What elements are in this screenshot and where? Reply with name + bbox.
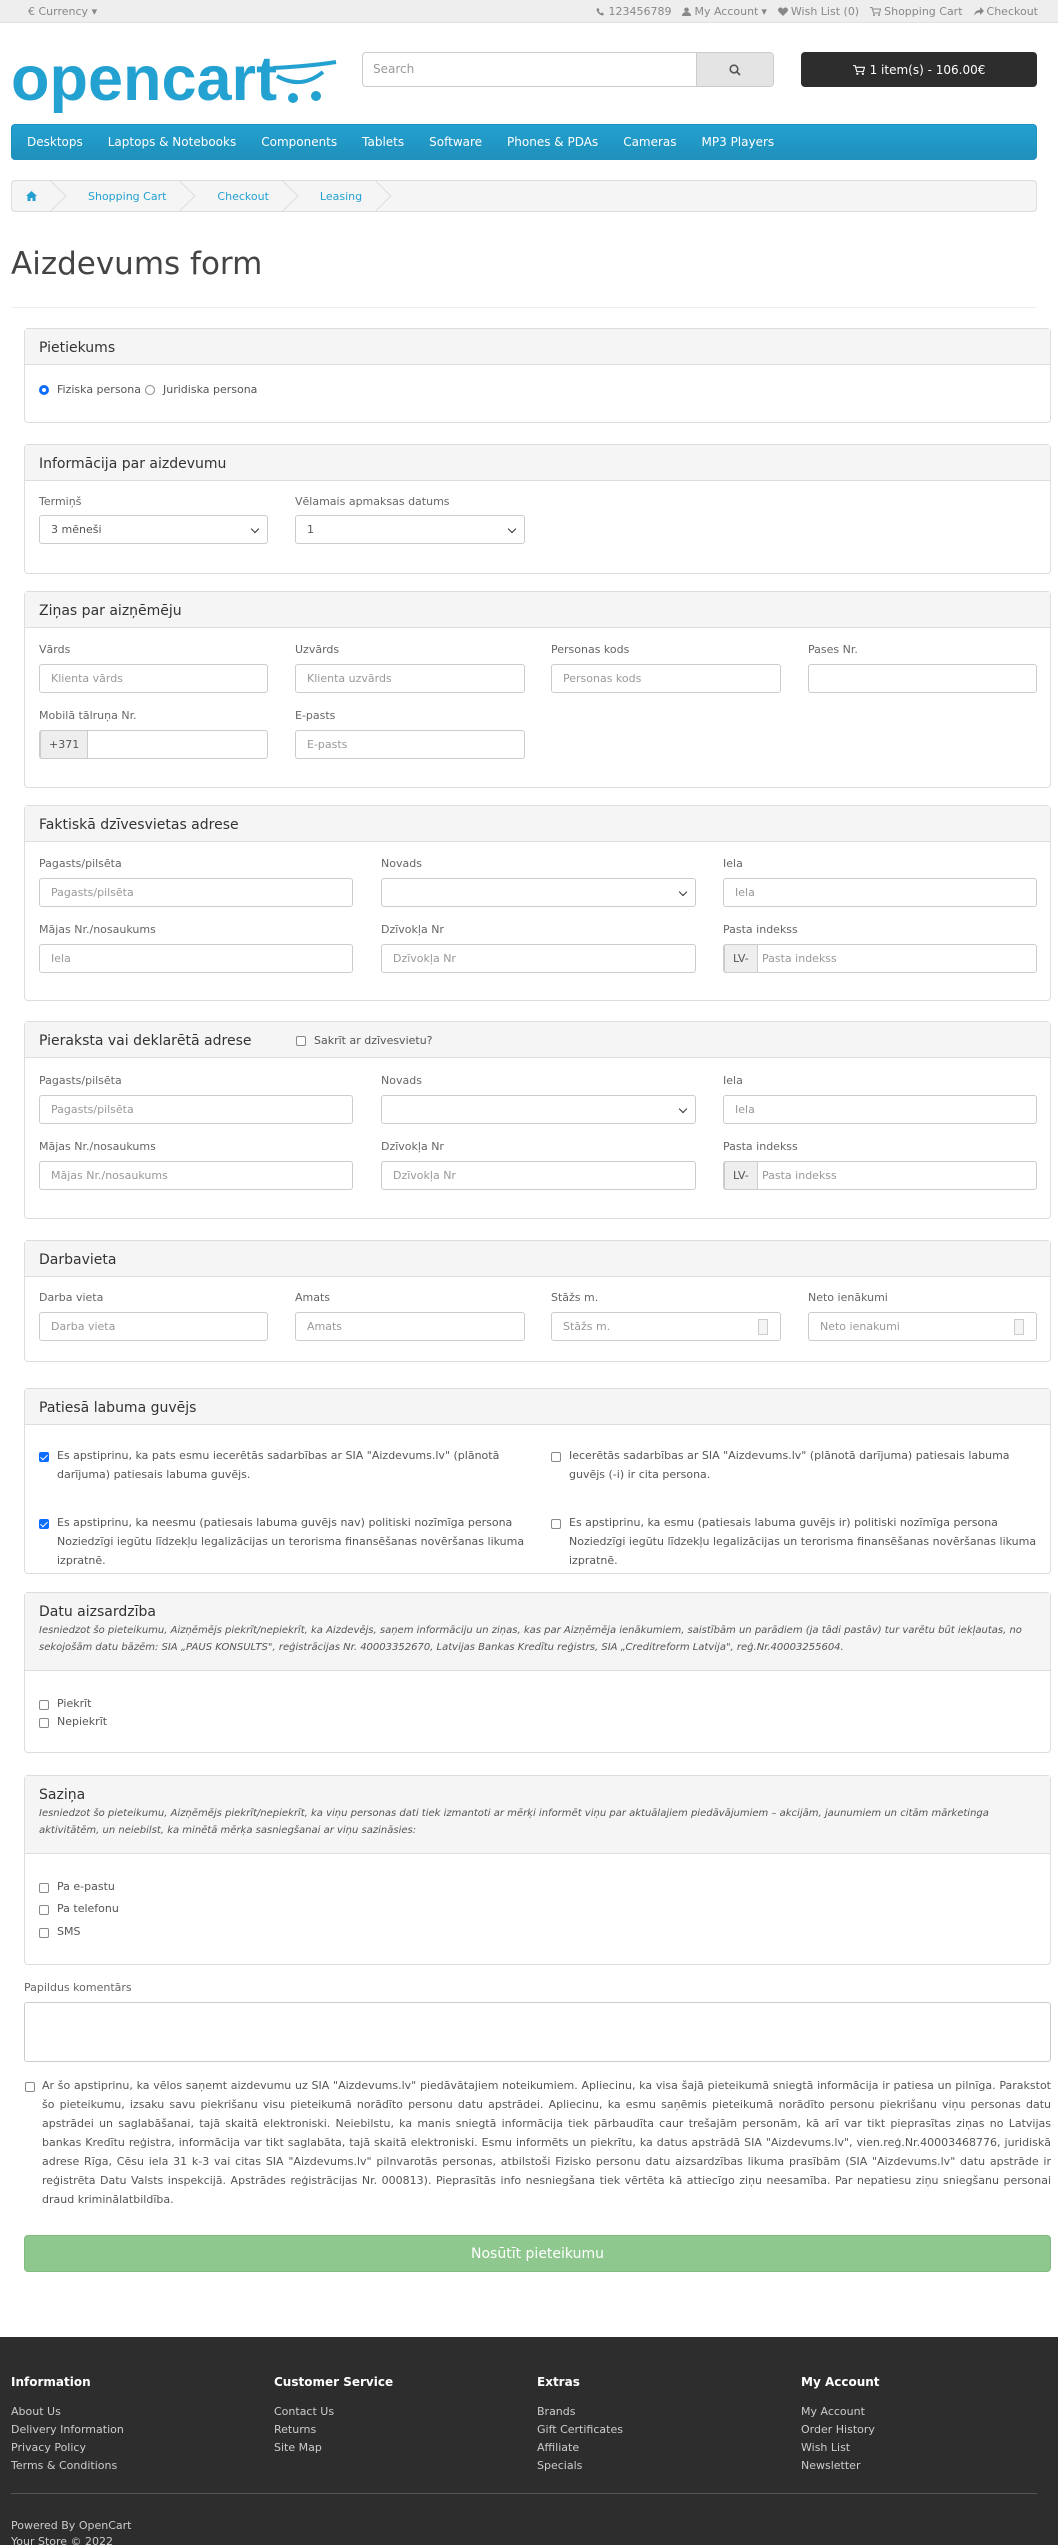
- comments-textarea[interactable]: [24, 2002, 1051, 2062]
- breadcrumb-home[interactable]: [12, 181, 56, 211]
- menu-item[interactable]: MP3 Players: [701, 135, 775, 149]
- footer-heading: Customer Service: [274, 2375, 394, 2389]
- panel-title: Ziņas par aizņēmēju: [25, 592, 1050, 628]
- my-account-link[interactable]: My Account ▾: [682, 5, 766, 18]
- panel-title: Patiesā labuma guvējs: [25, 1389, 1050, 1425]
- contact-phone-checkbox[interactable]: [39, 1905, 49, 1915]
- cart-icon: [870, 7, 881, 16]
- field-label: Vārds: [39, 643, 71, 656]
- home-icon: [26, 191, 37, 201]
- radio-label: Juridiska persona: [163, 383, 258, 396]
- panel-description: Iesniedzot šo pieteikumu, Aizņēmējs piekrīt/nepiekrīt, ka viņu personas dati tiek izmantoti ar mērķi informēt viņu par aktuālajiem piedāvājumiem – akcijām, jaunumiem un citām mārketinga aktivitātēm, un neiebilst, ka minētā mērķa sasniegšanai ar viņu sazināsies:: [39, 1808, 989, 1836]
- checkbox-label: Es apstiprinu, ka neesmu (patiesais labuma guvējs nav) politiski nozīmīga persona Noziedzīgi iegūtu līdzekļu legalizācijas un terorisma finansēšanas novēršanas likuma izpratnē.: [57, 1516, 525, 1567]
- field-label: Neto ienākumi: [808, 1291, 888, 1304]
- footer-divider: [11, 2493, 1037, 2494]
- panel-title: Darbavieta: [25, 1241, 1050, 1277]
- terms-consent-checkbox[interactable]: [25, 2082, 35, 2092]
- panel-title: Saziņa: [39, 1787, 86, 1803]
- cart-icon: [853, 65, 865, 75]
- currency-dropdown[interactable]: € Currency ▾: [28, 5, 98, 18]
- footer-link[interactable]: Affiliate: [537, 2441, 580, 2454]
- contact-consent-panel: [24, 1775, 1051, 1965]
- experience-input[interactable]: [551, 1312, 781, 1341]
- panel-title-text: Pieraksta vai deklarētā adrese: [39, 1033, 252, 1049]
- logo-cart-icon: [273, 62, 336, 103]
- footer-link[interactable]: Wish List: [801, 2441, 851, 2454]
- footer-heading: Extras: [537, 2375, 580, 2389]
- consent-disagree-checkbox[interactable]: [39, 1718, 49, 1728]
- placeholder: Neto ienakumi: [820, 1320, 900, 1333]
- applicant-type-panel: [24, 328, 1051, 423]
- footer-link[interactable]: Order History: [801, 2423, 875, 2436]
- passport-input[interactable]: [808, 664, 1037, 693]
- field-label: E-pasts: [295, 709, 336, 722]
- same-address-checkbox[interactable]: [296, 1036, 306, 1046]
- field-label: Mājas Nr./nosaukums: [39, 923, 156, 936]
- zip-prefix: LV-: [724, 944, 758, 973]
- footer: [0, 2337, 1058, 2545]
- number-spinner[interactable]: [758, 1319, 768, 1335]
- consent-agree-checkbox[interactable]: [39, 1700, 49, 1710]
- field-label: Vēlamais apmaksas datums: [295, 495, 450, 508]
- checkbox-label: Nepiekrīt: [57, 1715, 108, 1728]
- submit-button[interactable]: Nosūtīt pieteikumu: [24, 2235, 1051, 2272]
- breadcrumb-item[interactable]: Checkout: [185, 181, 287, 211]
- wishlist-link[interactable]: Wish List (0): [778, 5, 859, 18]
- residence-address-panel: [24, 805, 1051, 1001]
- beneficial-other-checkbox[interactable]: [551, 1452, 561, 1462]
- divider: [11, 307, 1037, 308]
- breadcrumb: [11, 180, 1037, 212]
- personal-code-input[interactable]: Personas kods: [551, 664, 781, 693]
- footer-link[interactable]: Site Map: [274, 2441, 322, 2454]
- loan-info-panel: [24, 444, 1051, 574]
- field-label: Mājas Nr./nosaukums: [39, 1140, 156, 1153]
- street-input[interactable]: Iela: [723, 878, 1037, 907]
- breadcrumb-item[interactable]: Shopping Cart: [56, 181, 185, 211]
- comments-label: Papildus komentārs: [24, 1981, 132, 1994]
- search-input[interactable]: Search: [373, 62, 415, 76]
- field-label: Stāžs m.: [551, 1291, 599, 1304]
- house-input[interactable]: Mājas Nr./nosaukums: [39, 1161, 353, 1190]
- email-input[interactable]: E-pasts: [295, 730, 525, 759]
- footer-link[interactable]: Privacy Policy: [11, 2441, 86, 2454]
- field-label: Pagasts/pilsēta: [39, 857, 122, 870]
- checkbox-label: Pa e-pastu: [57, 1880, 115, 1893]
- footer-link[interactable]: About Us: [11, 2405, 61, 2418]
- data-protection-panel: [24, 1592, 1051, 1753]
- phone-input[interactable]: [39, 730, 268, 759]
- workplace-panel: [24, 1240, 1051, 1362]
- menu-item[interactable]: Laptops & Notebooks: [107, 135, 237, 149]
- field-label: Pagasts/pilsēta: [39, 1074, 122, 1087]
- page-title: Aizdevums form: [11, 246, 263, 282]
- caret-down-icon: ▾: [761, 5, 767, 18]
- zip-input[interactable]: [723, 1161, 1037, 1190]
- panel-header: [25, 1776, 1050, 1854]
- checkbox-label: Iecerētās sadarbības ar SIA "Aizdevums.lv" (plānotā darījuma) patiesais labuma guvējs (-i) ir cita persona.: [569, 1449, 1010, 1481]
- menu-item[interactable]: Phones & PDAs: [507, 135, 599, 149]
- menu-item[interactable]: Cameras: [623, 135, 677, 149]
- terms-consent-text: Ar šo apstiprinu, ka vēlos saņemt aizdevumu uz SIA "Aizdevums.lv" piedāvātajiem noteikumiem. Apliecinu, ka visa šajā pieteikumā sniegtā informācija ir patiesa un pilnīga. Parakstot šo pieteikumu, izsaku savu piekrišanu visu pieteikumā norādīto personu datu apstrādei. Apliecinu, ka esmu saņēmis pieteikumā norādīto personu piekrišanu viņu personas datu apstrādei un saglabāšanai, tajā skaitā elektroniski. Neiebilstu, ka manis sniegtā informācija tiek pārbaudīta caur trešajām personām, kā arī var tikt pieprasītas ziņas no Latvijas bankas Kredītu reģistra, informācija var tikt saglabāta, tajā skaitā elektroniski. Esmu informēts un piekrītu, ka datus apstrādā SIA "Aizdevums.lv", vien.reģ.Nr.40003468776, juridiskā adrese Rīga, Cēsu iela 31 k-3 vai citas SIA "Aizdevums.lv" pilnvarotās personas, atbilstoši Fizisko personu datu aizsardzības likuma prasībām (SIA "Aizdevums.lv" datu apstrāde ir reģistrēta Datu Valsts inspekcijā. Apstrādes reģistrācijas Nr. 000813). Pieprasītās info nesniegšana tiek vērtēta kā attiecīgo ziņu neesamība. Par nepatiesu ziņu sniegšanu personai draud kriminālatbildība.: [42, 2079, 1051, 2206]
- term-select[interactable]: 3 mēneši: [39, 515, 268, 544]
- phone-prefix: +371: [40, 730, 88, 759]
- zip-prefix: LV-: [724, 1161, 758, 1190]
- field-label: Personas kods: [551, 643, 630, 656]
- pep-checkbox[interactable]: [551, 1519, 561, 1529]
- beneficial-owner-panel: [24, 1388, 1051, 1574]
- panel-description: Iesniedzot šo pieteikumu, Aizņēmējs piekrīt/nepiekrīt, ka Aizdevējs, saņem informāciju un ziņas, kas par Aizņēmēja ienākumiem, saistībām un parādiem (ja tādi pastāv) tur varētu būt iekļautas, no sekojošām datu bāzēm: SIA „PAUS KONSULTS", reģistrācijas Nr. 40003352670, Latvijas Bankas Kredītu reģistrs, SIA „Creditreform Latvija", reģ.Nr.40003255604.: [39, 1625, 1022, 1653]
- footer-link[interactable]: Delivery Information: [11, 2423, 124, 2436]
- panel-title: Faktiskā dzīvesvietas adrese: [25, 806, 1050, 842]
- shopping-cart-link[interactable]: Shopping Cart: [870, 5, 962, 18]
- field-label: Pasta indekss: [723, 923, 798, 936]
- house-input[interactable]: Iela: [39, 944, 353, 973]
- menu-item[interactable]: Tablets: [362, 135, 405, 149]
- panel-title: [25, 1022, 1050, 1058]
- menu-item[interactable]: Software: [429, 135, 483, 149]
- registered-address-panel: [24, 1021, 1051, 1219]
- city-input[interactable]: Pagasts/pilsēta: [39, 878, 353, 907]
- field-label: Iela: [723, 1074, 743, 1087]
- first-name-input[interactable]: Klienta vārds: [39, 664, 268, 693]
- footer-link[interactable]: Returns: [274, 2423, 317, 2436]
- checkbox-label: Sakrīt ar dzīvesvietu?: [314, 1034, 433, 1047]
- field-label: Pasta indekss: [723, 1140, 798, 1153]
- county-select[interactable]: [381, 1095, 696, 1124]
- field-label: Novads: [381, 1074, 422, 1087]
- city-input[interactable]: Pagasts/pilsēta: [39, 1095, 353, 1124]
- heart-icon: [778, 7, 788, 16]
- panel-header: [25, 1593, 1050, 1671]
- contact-email-checkbox[interactable]: [39, 1883, 49, 1893]
- field-label: Dzīvokļa Nr: [381, 1140, 444, 1153]
- last-name-input[interactable]: Klienta uzvārds: [295, 664, 525, 693]
- checkbox-label: Es apstiprinu, ka pats esmu iecerētās sadarbības ar SIA "Aizdevums.lv" (plānotā darījuma) patiesais labuma guvējs.: [57, 1449, 500, 1481]
- zip-placeholder: Pasta indekss: [762, 1169, 837, 1182]
- checkbox-label: Es apstiprinu, ka esmu (patiesais labuma guvējs ir) politiski nozīmīga persona Noziedzīgi iegūtu līdzekļu legalizācijas un terorisma finansēšanas novēršanas likuma izpratnē.: [569, 1516, 1037, 1567]
- search-icon: [729, 64, 741, 76]
- phone-link[interactable]: 123456789: [596, 5, 671, 18]
- radio-individual[interactable]: [39, 385, 49, 395]
- flat-input[interactable]: Dzīvokļa Nr: [381, 944, 696, 973]
- field-label: Darba vieta: [39, 1291, 104, 1304]
- search-box: [362, 52, 774, 87]
- zip-placeholder: Pasta indekss: [762, 952, 837, 965]
- cart-button[interactable]: 1 item(s) - 106.00€: [801, 52, 1037, 87]
- top-bar: [0, 0, 1058, 23]
- powered-by: Powered By OpenCart: [11, 2519, 132, 2532]
- checkbox-label: SMS: [57, 1925, 81, 1938]
- number-spinner[interactable]: [1014, 1319, 1024, 1335]
- payment-date-select[interactable]: 1: [295, 515, 525, 544]
- checkbox-label: Piekrīt: [57, 1697, 92, 1710]
- not-pep-checkbox[interactable]: [39, 1519, 49, 1529]
- menu-item[interactable]: Components: [261, 135, 338, 149]
- panel-title: Pietiekums: [25, 329, 1050, 365]
- beneficial-self-checkbox[interactable]: [39, 1452, 49, 1462]
- logo[interactable]: [11, 48, 341, 119]
- field-label: Termiņš: [39, 495, 82, 508]
- street-input[interactable]: Iela: [723, 1095, 1037, 1124]
- footer-link[interactable]: Contact Us: [274, 2405, 335, 2418]
- checkout-link[interactable]: Checkout: [974, 5, 1038, 18]
- copyright: Your Store © 2022: [11, 2535, 114, 2545]
- field-label: Novads: [381, 857, 422, 870]
- footer-link[interactable]: Terms & Conditions: [11, 2459, 118, 2472]
- footer-link[interactable]: Gift Certificates: [537, 2423, 623, 2436]
- menu-item[interactable]: Desktops: [27, 135, 83, 149]
- footer-heading: Information: [11, 2375, 91, 2389]
- zip-input[interactable]: [723, 944, 1037, 973]
- income-input[interactable]: [808, 1312, 1037, 1341]
- footer-link[interactable]: My Account: [801, 2405, 865, 2418]
- contact-sms-checkbox[interactable]: [39, 1928, 49, 1938]
- search-button[interactable]: [696, 53, 773, 86]
- field-label: Pases Nr.: [808, 643, 858, 656]
- radio-legal[interactable]: [145, 385, 155, 395]
- footer-link[interactable]: Specials: [537, 2459, 583, 2472]
- flat-input[interactable]: Dzīvokļa Nr: [381, 1161, 696, 1190]
- checkbox-label: Pa telefonu: [57, 1902, 119, 1915]
- main-menu: [11, 124, 1037, 160]
- placeholder: Stāžs m.: [563, 1320, 611, 1333]
- county-select[interactable]: [381, 878, 696, 907]
- field-label: Dzīvokļa Nr: [381, 923, 444, 936]
- phone-icon: [596, 7, 605, 16]
- panel-title: Datu aizsardzība: [39, 1604, 156, 1620]
- user-icon: [682, 7, 691, 16]
- logo-text: opencart: [11, 48, 278, 114]
- field-label: Uzvārds: [295, 643, 340, 656]
- borrower-panel: [24, 591, 1051, 788]
- position-input[interactable]: Amats: [295, 1312, 525, 1341]
- radio-label: Fiziska persona: [57, 383, 142, 396]
- footer-link[interactable]: Brands: [537, 2405, 576, 2418]
- share-icon: [974, 7, 984, 16]
- field-label: Iela: [723, 857, 743, 870]
- field-label: Mobilā tālruņa Nr.: [39, 709, 137, 722]
- panel-title: Informācija par aizdevumu: [25, 445, 1050, 481]
- euro-icon: €: [28, 5, 35, 18]
- footer-link[interactable]: Newsletter: [801, 2459, 861, 2472]
- workplace-input[interactable]: Darba vieta: [39, 1312, 268, 1341]
- caret-down-icon: ▾: [91, 5, 98, 18]
- footer-heading: My Account: [801, 2375, 880, 2389]
- breadcrumb-item[interactable]: Leasing: [288, 181, 381, 211]
- field-label: Amats: [295, 1291, 331, 1304]
